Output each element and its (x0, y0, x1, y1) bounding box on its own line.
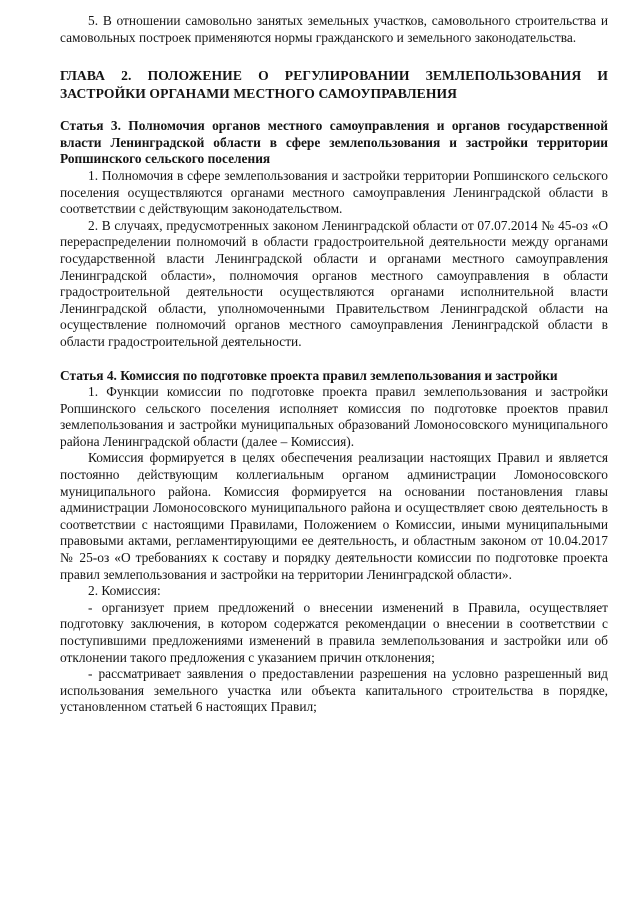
article-4-paragraph-2: Комиссия формируется в целях обеспечения реализации настоящих Правил и является постоянно действующим коллегиальным органом администрации Ломоносовского муниципального района. Комиссия формируется на основании постановления главы администрации Ломоносовского муниципального района и осуществляет свою деятельность в соответствии с настоящими Правилами, Положением о Комиссии, иными муниципальными правовыми актами, регламентирующими ее деятельность, и областным законом от 10.04.2017 № 25-оз «О требованиях к составу и порядку деятельности комиссии по подготовке проекта правил землепользования и застройки на территории Ленинградской области». (60, 450, 608, 582)
paragraph-item-5: 5. В отношении самовольно занятых земельных участков, самовольного строительства и самовольных построек применяются нормы гражданского и земельного законодательства. (60, 13, 608, 45)
article-3-paragraph-1: 1. Полномочия в сфере землепользования и застройки территории Ропшинского сельского поселения осуществляются органами местного самоуправления Ленинградской области в соответствии с действующим законодательством. (60, 167, 608, 217)
article-4-bullet-2: - рассматривает заявления о предоставлении разрешения на условно разрешенный вид использования земельного участка или объекта капитального строительства в порядке, установленном статьей 6 настоящих Правил; (60, 666, 608, 715)
chapter-2-title: ГЛАВА 2. ПОЛОЖЕНИЕ О РЕГУЛИРОВАНИИ ЗЕМЛЕПОЛЬЗОВАНИЯ И ЗАСТРОЙКИ ОРГАНАМИ МЕСТНОГО САМОУПРАВЛЕНИЯ (60, 68, 608, 101)
document-page (60, 13, 608, 716)
article-3-paragraph-2: 2. В случаях, предусмотренных законом Ленинградской области от 07.07.2014 № 45-оз «О перераспределении полномочий в области градостроительной деятельности между органами государственной власти Ленинградской области и органами местного самоуправления Ленинградской области», полномочия органов местного самоуправления в области градостроительной деятельности осуществляются органами исполнительной власти Ленинградской области, уполномоченными Правительством Ленинградской области на осуществление полномочий органов местного самоуправления Ленинградской области в области градостроительной деятельности. (60, 217, 608, 349)
article-4-paragraph-3: 2. Комиссия: (88, 583, 161, 599)
article-4-paragraph-1: 1. Функции комиссии по подготовке проекта правил землепользования и застройки Ропшинского сельского поселения исполняет комиссия по подготовке проектов правил землепользования и застройки муниципальных образований Ломоносовского муниципального района Ленинградской области (далее – Комиссия). (60, 384, 608, 449)
article-4-title: Статья 4. Комиссия по подготовке проекта правил землепользования и застройки (60, 367, 558, 383)
article-4-bullet-1: - организует прием предложений о внесении изменений в Правила, осуществляет подготовку заключения, в котором содержатся рекомендации о внесении в соответствии с поступившими предложениями изменений в правила землепользования и застройки или об отклонении такого предложения с указанием причин отклонения; (60, 599, 608, 665)
article-3-title: Статья 3. Полномочия органов местного самоуправления и органов государственной власти Ленинградской области в сфере землепользования и застройки территории Ропшинского сельского поселения (60, 118, 608, 167)
